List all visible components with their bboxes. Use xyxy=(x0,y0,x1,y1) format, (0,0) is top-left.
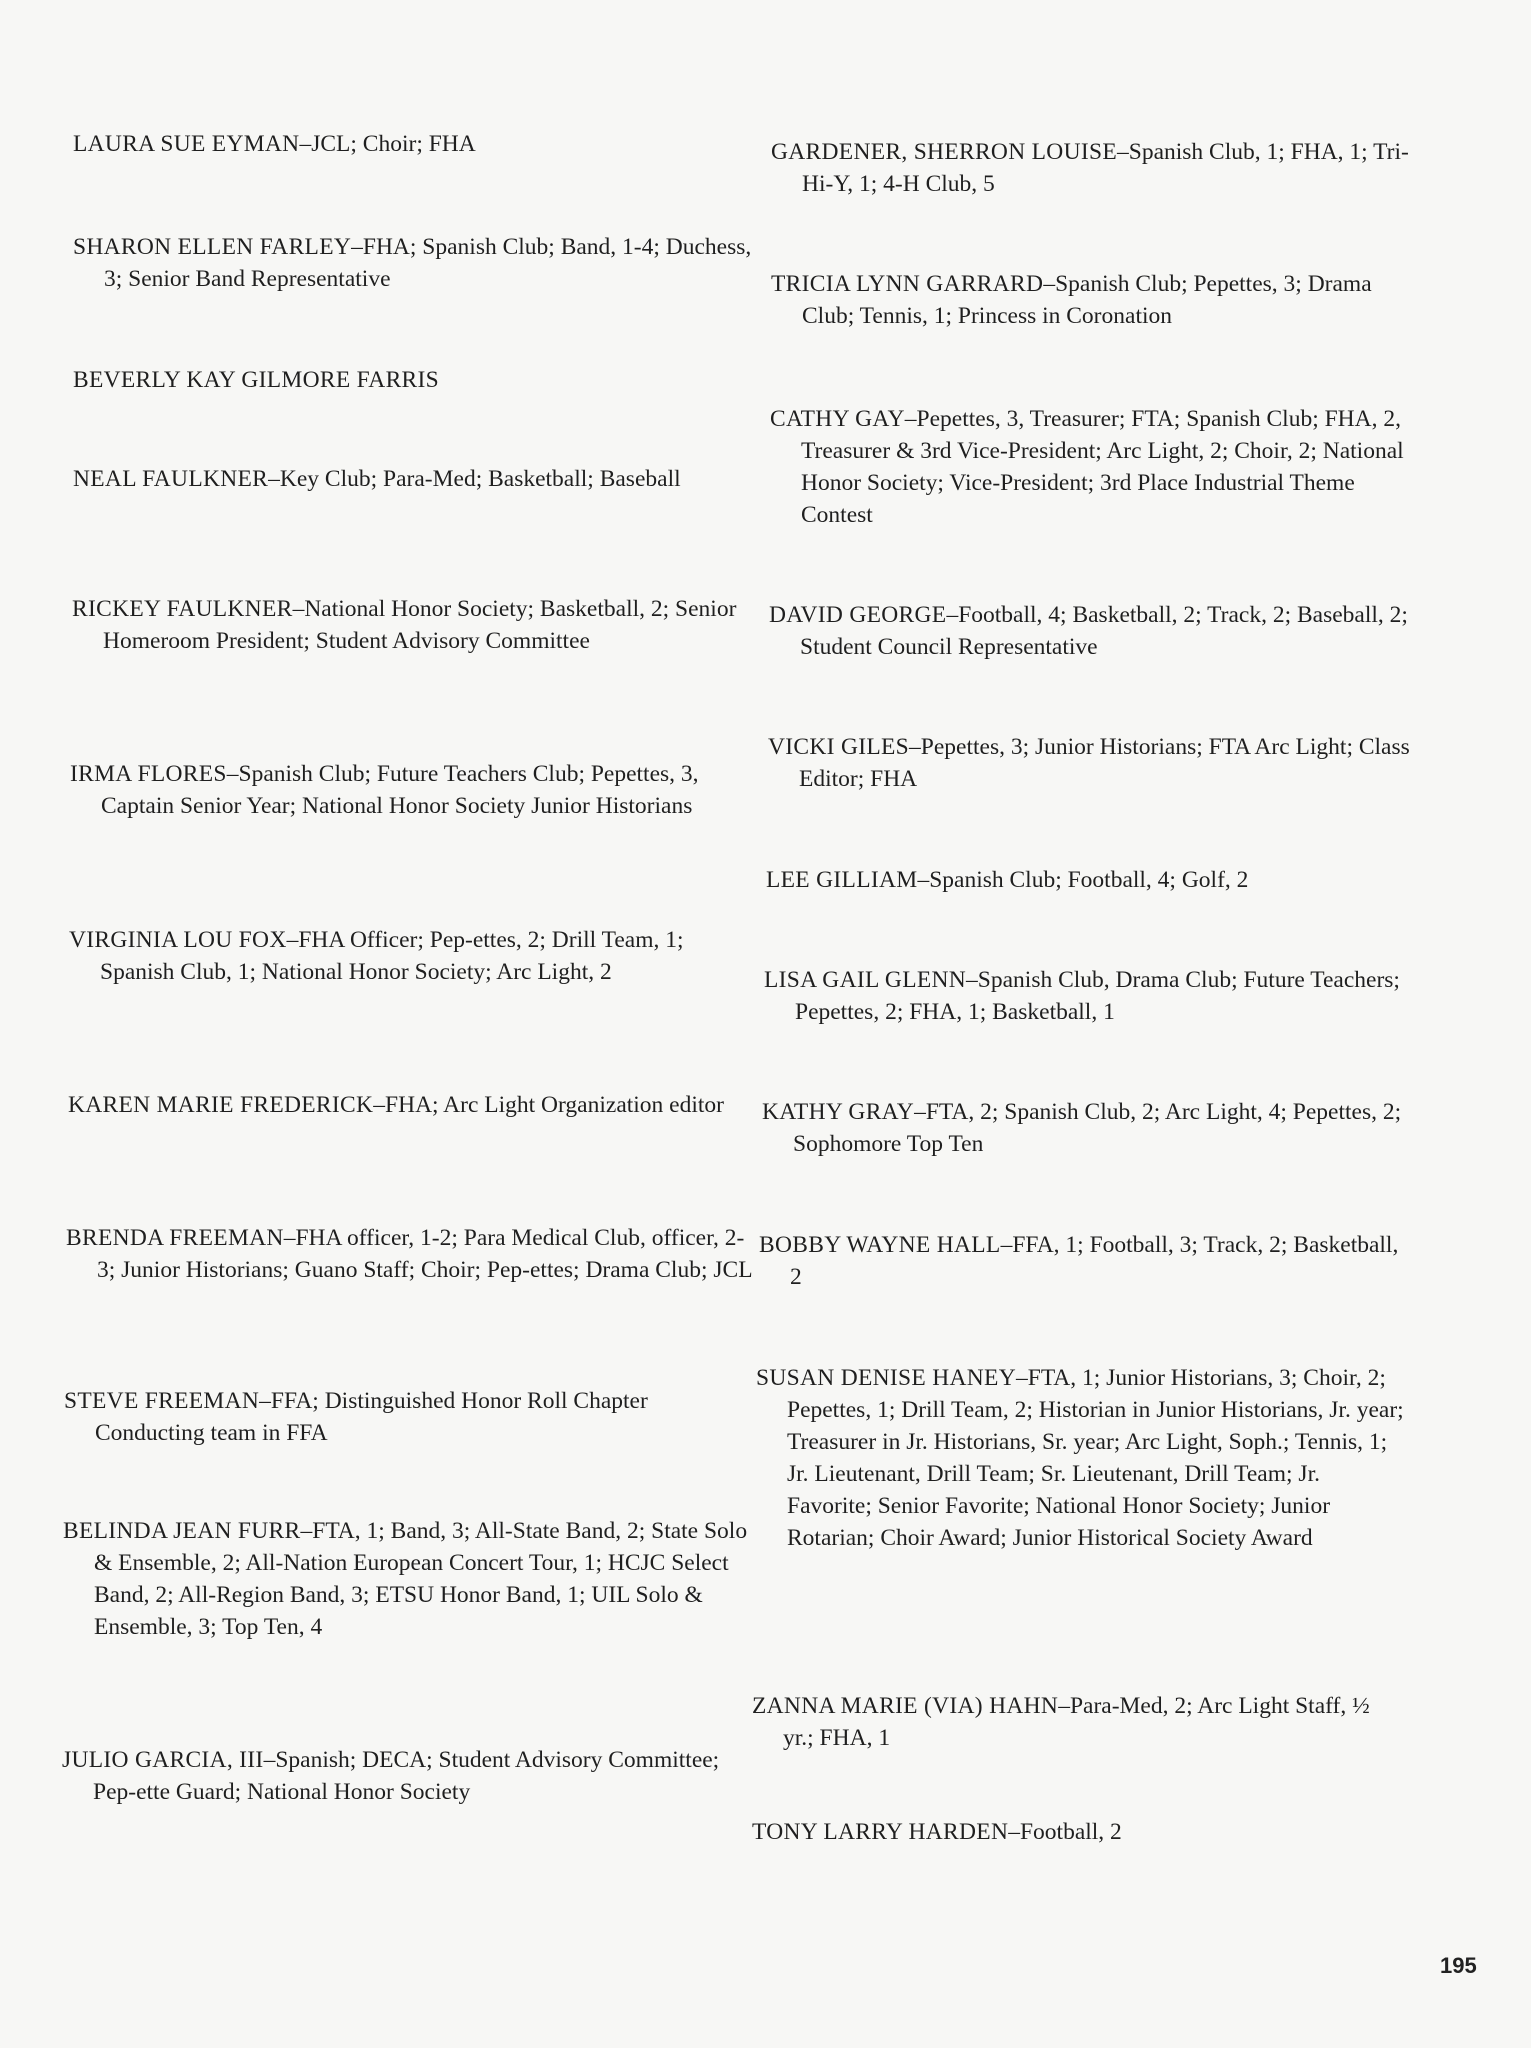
student-activities: Key Club; Para-Med; Basketball; Baseball xyxy=(279,466,681,492)
student-name: KATHY GRAY xyxy=(762,1099,915,1125)
student-entry xyxy=(63,1515,754,1643)
student-entry xyxy=(69,924,760,988)
student-name: BEVERLY KAY GILMORE FARRIS xyxy=(73,367,440,393)
separator: – xyxy=(259,1388,271,1414)
student-activities: FHA; Spanish Club; Band, 1-4; Duchess, 3; Senior Band Representative xyxy=(104,234,752,292)
separator: – xyxy=(1058,1693,1070,1719)
student-name: VICKI GILES xyxy=(768,734,910,760)
student-name: BRENDA FREEMAN xyxy=(66,1225,284,1251)
student-name: STEVE FREEMAN xyxy=(64,1388,260,1414)
student-name: NEAL FAULKNER xyxy=(73,466,269,492)
student-name: RICKEY FAULKNER xyxy=(72,596,293,622)
student-entry xyxy=(770,403,1421,531)
student-activities: Pepettes, 3, Treasurer; FTA; Spanish Club; FHA, 2, Treasurer & 3rd Vice-President; Arc Light, 2; Choir, 2; National Honor Society; Vice-President; 3rd Place Industrial Theme Contest xyxy=(801,406,1404,528)
student-entry xyxy=(72,593,763,657)
separator: – xyxy=(226,761,239,787)
student-activities: Spanish Club; Future Teachers Club; Pepettes, 3, Captain Senior Year; National Honor Society Junior Historians xyxy=(101,761,699,819)
separator: – xyxy=(268,466,280,492)
separator: – xyxy=(966,967,978,993)
student-name: VIRGINIA LOU FOX xyxy=(69,927,287,953)
student-name: KAREN MARIE FREDERICK xyxy=(68,1092,374,1118)
student-name: SHARON ELLEN FARLEY xyxy=(73,234,352,260)
separator: – xyxy=(914,1099,926,1125)
student-activities: FFA; Distinguished Honor Roll Chapter Conducting team in FFA xyxy=(95,1388,648,1446)
separator: – xyxy=(1000,1232,1013,1258)
student-entry xyxy=(766,864,1417,896)
student-entry xyxy=(73,128,764,160)
student-activities: Spanish; DECA; Student Advisory Committee; Pep-ette Guard; National Honor Society xyxy=(93,1747,720,1805)
student-entry xyxy=(771,268,1422,332)
student-activities: National Honor Society; Basketball, 2; Senior Homeroom President; Student Advisory Committee xyxy=(103,596,737,654)
separator: – xyxy=(909,734,921,760)
separator: – xyxy=(300,1518,313,1544)
student-entry xyxy=(771,136,1422,200)
student-name: SUSAN DENISE HANEY xyxy=(756,1365,1016,1391)
student-entry xyxy=(764,964,1415,1028)
separator: – xyxy=(351,234,363,260)
student-entry xyxy=(769,599,1420,663)
student-entry xyxy=(73,231,764,295)
student-name: ZANNA MARIE (VIA) HAHN xyxy=(752,1693,1059,1719)
separator: – xyxy=(1008,1819,1020,1845)
student-entry xyxy=(62,1744,753,1808)
student-entry xyxy=(66,1222,757,1286)
separator: – xyxy=(946,602,959,628)
separator: – xyxy=(1016,1365,1028,1391)
student-activities: Spanish Club; Pepettes, 3; Drama Club; Tennis, 1; Princess in Coronation xyxy=(802,271,1372,329)
student-entry xyxy=(762,1096,1413,1160)
student-activities: FTA, 1; Band, 3; All-State Band, 2; State Solo & Ensemble, 2; All-Nation European Concert Tour, 1; HCJC Select Band, 2; All-Region Band, 3; ETSU Honor Band, 1; UIL Solo & Ensemble, 3; Top Ten, 4 xyxy=(94,1518,748,1640)
separator: – xyxy=(263,1747,276,1773)
student-activities: Pepettes, 3; Junior Historians; FTA Arc Light; Class Editor; FHA xyxy=(799,734,1410,792)
student-name: JULIO GARCIA, III xyxy=(62,1747,264,1773)
student-name: IRMA FLORES xyxy=(70,761,227,787)
student-activities: Football, 2 xyxy=(1019,1819,1122,1845)
student-entry xyxy=(73,364,764,396)
student-activities: Spanish Club, Drama Club; Future Teachers; Pepettes, 2; FHA, 1; Basketball, 1 xyxy=(795,967,1400,1025)
separator: – xyxy=(917,867,930,893)
student-activities: Para-Med, 2; Arc Light Staff, ½ yr.; FHA, 1 xyxy=(783,1693,1370,1751)
student-entry xyxy=(68,1089,759,1121)
separator: – xyxy=(1117,139,1129,165)
student-entry xyxy=(752,1816,1403,1848)
student-activities: Football, 4; Basketball, 2; Track, 2; Baseball, 2; Student Council Representative xyxy=(800,602,1408,660)
student-name: TONY LARRY HARDEN xyxy=(752,1819,1009,1845)
separator: – xyxy=(292,596,305,622)
page-number: 195 xyxy=(1440,1953,1477,1978)
student-activities: Spanish Club; Football, 4; Golf, 2 xyxy=(929,867,1249,893)
student-entry xyxy=(756,1362,1407,1554)
student-name: BELINDA JEAN FURR xyxy=(63,1518,301,1544)
student-name: BOBBY WAYNE HALL xyxy=(759,1232,1001,1258)
student-activities: Spanish Club, 1; FHA, 1; Tri-Hi-Y, 1; 4-H Club, 5 xyxy=(802,139,1409,197)
student-name: LISA GAIL GLENN xyxy=(764,967,967,993)
student-activities: FHA Officer; Pep-ettes, 2; Drill Team, 1; Spanish Club, 1; National Honor Society; Arc Light, 2 xyxy=(100,927,684,985)
separator: – xyxy=(1043,271,1056,297)
separator: – xyxy=(286,927,299,953)
student-activities: FHA; Arc Light Organization editor xyxy=(385,1092,724,1118)
student-entry xyxy=(759,1229,1410,1293)
student-activities: FHA officer, 1-2; Para Medical Club, officer, 2-3; Junior Historians; Guano Staff; Choir; Pep-ettes; Drama Club; JCL xyxy=(97,1225,753,1283)
separator: – xyxy=(283,1225,296,1251)
student-name: LEE GILLIAM xyxy=(766,867,918,893)
student-name: GARDENER, SHERRON LOUISE xyxy=(771,139,1117,165)
student-name: TRICIA LYNN GARRARD xyxy=(771,271,1044,297)
separator: – xyxy=(904,406,917,432)
student-activities: FFA, 1; Football, 3; Track, 2; Basketball, 2 xyxy=(790,1232,1399,1290)
student-entry xyxy=(64,1385,755,1449)
student-activities: FTA, 2; Spanish Club, 2; Arc Light, 4; Pepettes, 2; Sophomore Top Ten xyxy=(793,1099,1402,1157)
student-name: LAURA SUE EYMAN xyxy=(73,131,300,157)
student-name: DAVID GEORGE xyxy=(769,602,947,628)
student-name: CATHY GAY xyxy=(770,406,905,432)
separator: – xyxy=(373,1092,386,1118)
student-entry xyxy=(768,731,1419,795)
student-activities: JCL; Choir; FHA xyxy=(311,131,476,157)
student-activities: FTA, 1; Junior Historians, 3; Choir, 2; Pepettes, 1; Drill Team, 2; Historian in Junior Historians, Jr. year; Treasurer in Jr. Historians, Sr. year; Arc Light, Soph.; Tennis, 1; Jr. Lieutenant, Drill Team; Sr. Lieutenant, Drill Team; Jr. Favorite; Senior Favorite; National Honor Society; Junior Rotarian; Choir Award; Junior Historical Society Award xyxy=(787,1365,1404,1551)
student-entry xyxy=(70,758,761,822)
student-entry xyxy=(73,463,764,495)
separator: – xyxy=(299,131,312,157)
student-entry xyxy=(752,1690,1403,1754)
